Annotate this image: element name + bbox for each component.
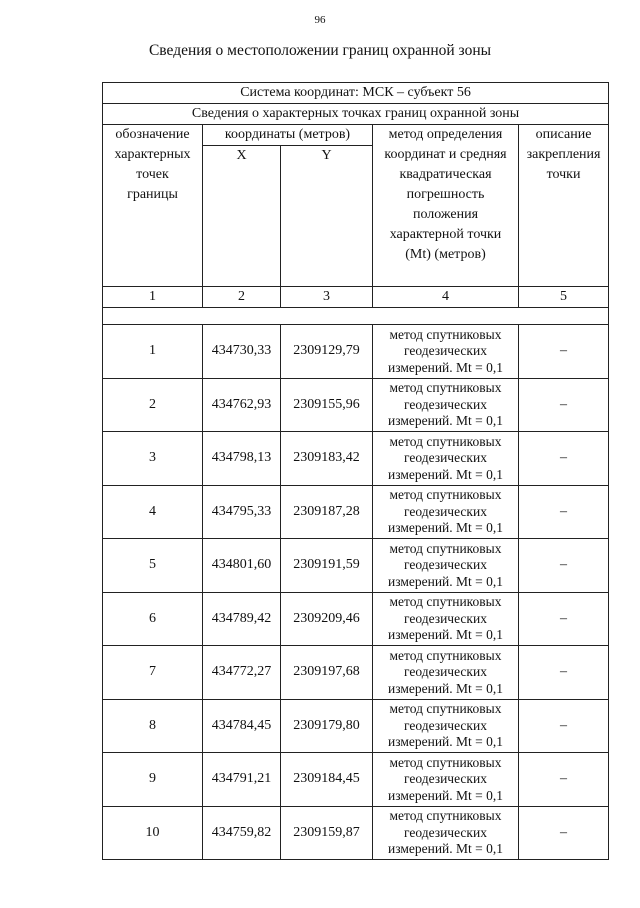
method-line: измерений. Mt = 0,1 bbox=[387, 413, 504, 428]
column-number: 5 bbox=[519, 287, 609, 308]
header-text-line: координат и средняя bbox=[384, 147, 507, 162]
point-number: 9 bbox=[103, 753, 203, 807]
column-number: 3 bbox=[281, 287, 373, 308]
table-row bbox=[103, 485, 609, 539]
header-text-line: точек bbox=[136, 167, 169, 182]
coord-x: 434789,42 bbox=[203, 592, 281, 646]
table-row bbox=[103, 806, 609, 860]
page-number: 96 bbox=[314, 14, 326, 26]
coord-x: 434791,21 bbox=[203, 753, 281, 807]
header-text-line: границы bbox=[127, 187, 178, 202]
coordinate-system-cell: Система координат: МСК – субъект 56 bbox=[103, 83, 609, 104]
header-text-line: обозначение bbox=[115, 127, 190, 142]
point-number: 5 bbox=[103, 539, 203, 593]
method-line: измерений. Mt = 0,1 bbox=[387, 734, 504, 749]
point-number: 1 bbox=[103, 325, 203, 379]
header-text-line: квадратическая bbox=[399, 167, 492, 182]
method-cell bbox=[373, 592, 519, 646]
fixing-description: – bbox=[519, 378, 609, 432]
table-row bbox=[103, 378, 609, 432]
coord-y: 2309129,79 bbox=[281, 325, 373, 379]
method-line: геодезических bbox=[404, 664, 487, 679]
header-point-designation bbox=[103, 125, 203, 287]
method-line: измерений. Mt = 0,1 bbox=[387, 466, 504, 482]
method-line: геодезических bbox=[404, 450, 487, 465]
method-cell bbox=[373, 646, 519, 700]
fixing-description: – bbox=[519, 699, 609, 753]
header-y: Y bbox=[281, 146, 373, 287]
coord-x: 434762,93 bbox=[203, 378, 281, 432]
method-line: измерений. Mt = 0,1 bbox=[387, 841, 504, 856]
method-line: метод спутниковых bbox=[389, 487, 502, 502]
coord-x: 434795,33 bbox=[203, 485, 281, 539]
header-text-line: погрешность bbox=[406, 187, 485, 202]
header-method bbox=[373, 125, 519, 287]
header-text-line: (Mt) (метров) bbox=[405, 247, 486, 262]
method-line: метод спутниковых bbox=[389, 647, 502, 663]
point-number: 6 bbox=[103, 592, 203, 646]
method-line: геодезических bbox=[404, 771, 487, 786]
coord-y: 2309191,59 bbox=[281, 539, 373, 593]
header-text-line: метод определения bbox=[388, 127, 503, 142]
method-line: метод спутниковых bbox=[389, 433, 502, 449]
coord-y: 2309184,45 bbox=[281, 753, 373, 807]
method-cell bbox=[373, 699, 519, 753]
method-line: геодезических bbox=[404, 503, 487, 519]
point-number: 10 bbox=[103, 806, 203, 860]
method-line: геодезических bbox=[404, 557, 487, 572]
table-row bbox=[103, 539, 609, 593]
document-heading: Сведения о местоположении границ охранной зоны bbox=[148, 42, 492, 59]
fixing-description: – bbox=[519, 592, 609, 646]
point-number: 3 bbox=[103, 432, 203, 486]
point-number: 7 bbox=[103, 646, 203, 700]
coord-x: 434784,45 bbox=[203, 699, 281, 753]
method-line: геодезических bbox=[404, 610, 487, 626]
table-row bbox=[103, 432, 609, 486]
method-line: геодезических bbox=[404, 717, 487, 733]
fixing-description: – bbox=[519, 753, 609, 807]
method-line: измерений. Mt = 0,1 bbox=[387, 787, 504, 803]
coord-y: 2309155,96 bbox=[281, 378, 373, 432]
coord-x: 434730,33 bbox=[203, 325, 281, 379]
method-line: метод спутниковых bbox=[389, 808, 502, 823]
method-cell bbox=[373, 325, 519, 379]
spacer-row bbox=[103, 308, 609, 325]
method-line: метод спутниковых bbox=[389, 754, 502, 770]
method-cell bbox=[373, 378, 519, 432]
method-line: геодезических bbox=[404, 396, 487, 412]
column-number: 1 bbox=[103, 287, 203, 308]
table-body bbox=[103, 325, 609, 860]
fixing-description: – bbox=[519, 485, 609, 539]
method-line: измерений. Mt = 0,1 bbox=[387, 680, 504, 696]
coord-y: 2309159,87 bbox=[281, 806, 373, 860]
coord-x: 434801,60 bbox=[203, 539, 281, 593]
table-row bbox=[103, 753, 609, 807]
method-cell bbox=[373, 432, 519, 486]
point-number: 2 bbox=[103, 378, 203, 432]
header-text-line: положения bbox=[412, 207, 479, 222]
fixing-description: – bbox=[519, 806, 609, 860]
boundary-points-table bbox=[102, 82, 609, 860]
method-line: измерений. Mt = 0,1 bbox=[387, 359, 504, 375]
coord-y: 2309187,28 bbox=[281, 485, 373, 539]
header-text-line: характерных bbox=[114, 147, 191, 162]
method-line: геодезических bbox=[404, 824, 487, 840]
method-line: геодезических bbox=[404, 343, 487, 358]
method-cell bbox=[373, 539, 519, 593]
table-row bbox=[103, 646, 609, 700]
coord-y: 2309179,80 bbox=[281, 699, 373, 753]
column-number: 4 bbox=[373, 287, 519, 308]
method-cell bbox=[373, 806, 519, 860]
header-x: X bbox=[203, 146, 281, 287]
header-text-line: характерной точки bbox=[389, 227, 502, 242]
method-line: метод спутниковых bbox=[389, 380, 502, 395]
fixing-description: – bbox=[519, 539, 609, 593]
coord-x: 434772,27 bbox=[203, 646, 281, 700]
method-line: метод спутниковых bbox=[389, 326, 502, 342]
coord-y: 2309197,68 bbox=[281, 646, 373, 700]
table-row bbox=[103, 699, 609, 753]
method-cell bbox=[373, 753, 519, 807]
point-number: 8 bbox=[103, 699, 203, 753]
coord-y: 2309209,46 bbox=[281, 592, 373, 646]
coord-y: 2309183,42 bbox=[281, 432, 373, 486]
method-line: измерений. Mt = 0,1 bbox=[387, 520, 504, 535]
header-text-line: точки bbox=[546, 167, 581, 182]
table-row bbox=[103, 592, 609, 646]
coord-x: 434759,82 bbox=[203, 806, 281, 860]
method-line: измерений. Mt = 0,1 bbox=[387, 627, 504, 642]
coord-x: 434798,13 bbox=[203, 432, 281, 486]
section-title-cell: Сведения о характерных точках границ охранной зоны bbox=[103, 104, 609, 125]
method-line: метод спутниковых bbox=[389, 701, 502, 716]
method-cell bbox=[373, 485, 519, 539]
method-line: измерений. Mt = 0,1 bbox=[387, 573, 504, 589]
method-line: метод спутниковых bbox=[389, 540, 502, 556]
column-number: 2 bbox=[203, 287, 281, 308]
method-line: метод спутниковых bbox=[389, 594, 502, 609]
fixing-description: – bbox=[519, 432, 609, 486]
fixing-description: – bbox=[519, 325, 609, 379]
fixing-description: – bbox=[519, 646, 609, 700]
header-text-line: описание bbox=[535, 127, 592, 142]
point-number: 4 bbox=[103, 485, 203, 539]
table-row bbox=[103, 325, 609, 379]
header-coordinates: координаты (метров) bbox=[203, 125, 373, 146]
header-text-line: закрепления bbox=[526, 147, 601, 162]
header-description bbox=[519, 125, 609, 287]
